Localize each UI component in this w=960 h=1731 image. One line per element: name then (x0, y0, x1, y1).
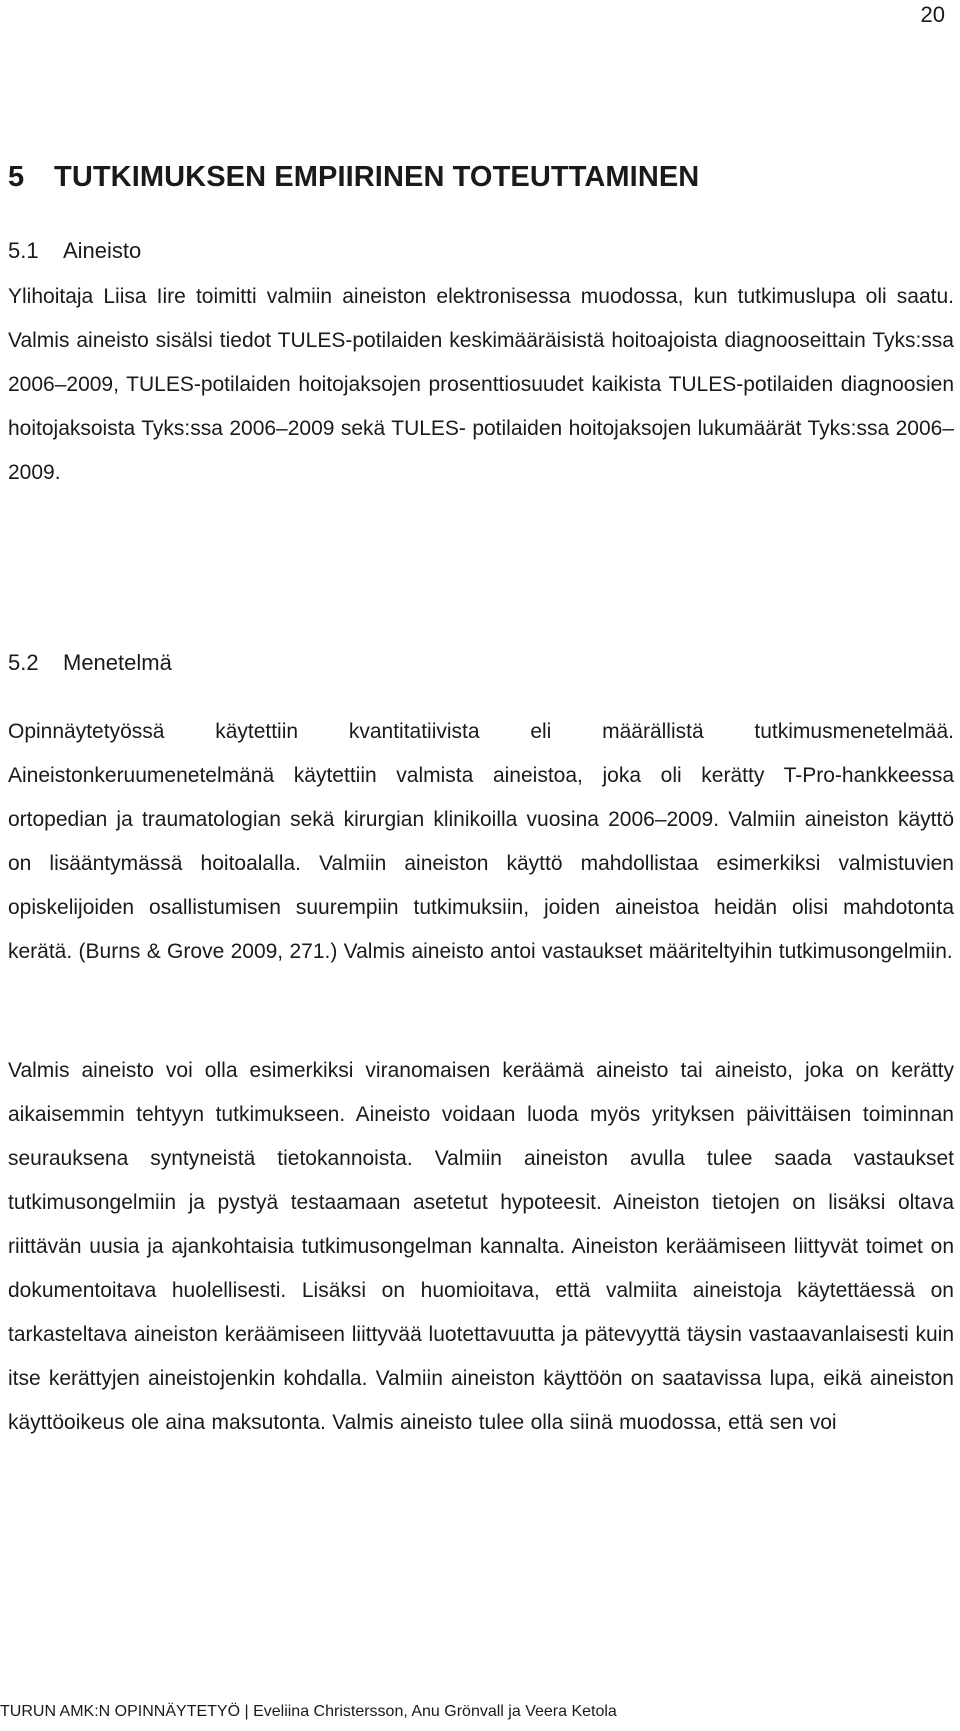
chapter-heading (8, 160, 699, 194)
page-number: 20 (920, 2, 945, 27)
section-title: Aineisto (63, 238, 142, 263)
paragraph-menetelma-2: Valmis aineisto voi olla esimerkiksi viranomaisen keräämä aineisto tai aineisto, joka on kerätty aikaisemmin tehtyyn tutkimukseen. Aineisto voidaan luoda myös yrityksen päivittäisen toiminnan seurauksena syntyneistä tietokannoista. Valmiin aineiston avulla tulee saada vastaukset tutkimusongelmiin ja pystyä testaamaan asetetut hypoteesit. Aineiston tietojen on lisäksi oltava riittävän uusia ja ajankohtaisia tutkimusongelman kannalta. Aineiston keräämiseen liittyvät toimet on dokumentoitava huolellisesti. Lisäksi on huomioitava, että valmiita aineistoja käytettäessä on tarkasteltava aineiston keräämiseen liittyvää luotettavuutta ja pätevyyttä täysin vastaavanlaisesti kuin itse kerättyjen aineistojenkin kohdalla. Valmiin aineiston käyttöön on saatavissa lupa, eikä aineiston käyttöoikeus ole aina maksutonta. Valmis aineisto tulee olla siinä muodossa, että sen voi (8, 1059, 954, 1434)
page-footer: TURUN AMK:N OPINNÄYTETYÖ | Eveliina Christersson, Anu Grönvall ja Veera Ketola (0, 1703, 617, 1720)
paragraph-menetelma-1: Opinnäytetyössä käytettiin kvantitatiivista eli määrällistä tutkimusmenetelmää. Aineistonkeruumenetelmänä käytettiin valmista aineistoa, joka oli kerätty T-Pro-hankkeessa ortopedian ja traumatologian sekä kirurgian klinikoilla vuosina 2006–2009. Valmiin aineiston käyttö on lisääntymässä hoitoalalla. Valmiin aineiston käyttö mahdollistaa esimerkiksi valmistuvien opiskelijoiden osallistumisen suurempiin tutkimuksiin, joiden aineistoa heidän olisi mahdotonta kerätä. (Burns & Grove 2009, 271.) Valmis aineisto antoi vastaukset määriteltyihin tutkimusongelmiin. (8, 720, 954, 963)
section-heading-menetelma (8, 650, 172, 676)
section-number: 5.2 (8, 650, 39, 675)
chapter-number: 5 (8, 161, 25, 193)
section-heading-aineisto (8, 238, 141, 264)
chapter-title: TUTKIMUKSEN EMPIIRINEN TOTEUTTAMINEN (54, 161, 700, 193)
paragraph-aineisto: Ylihoitaja Liisa Iire toimitti valmiin aineiston elektronisessa muodossa, kun tutkimuslupa oli saatu. Valmis aineisto sisälsi tiedot TULES-potilaiden keskimääräisistä hoitoajoista diagnooseittain Tyks:ssa 2006–2009, TULES-potilaiden hoitojaksojen prosenttiosuudet kaikista TULES-potilaiden diagnoosien hoitojaksoista Tyks:ssa 2006–2009 sekä TULES- potilaiden hoitojaksojen lukumäärät Tyks:ssa 2006–2009. (8, 285, 954, 484)
section-title: Menetelmä (63, 650, 172, 675)
section-number: 5.1 (8, 238, 39, 263)
